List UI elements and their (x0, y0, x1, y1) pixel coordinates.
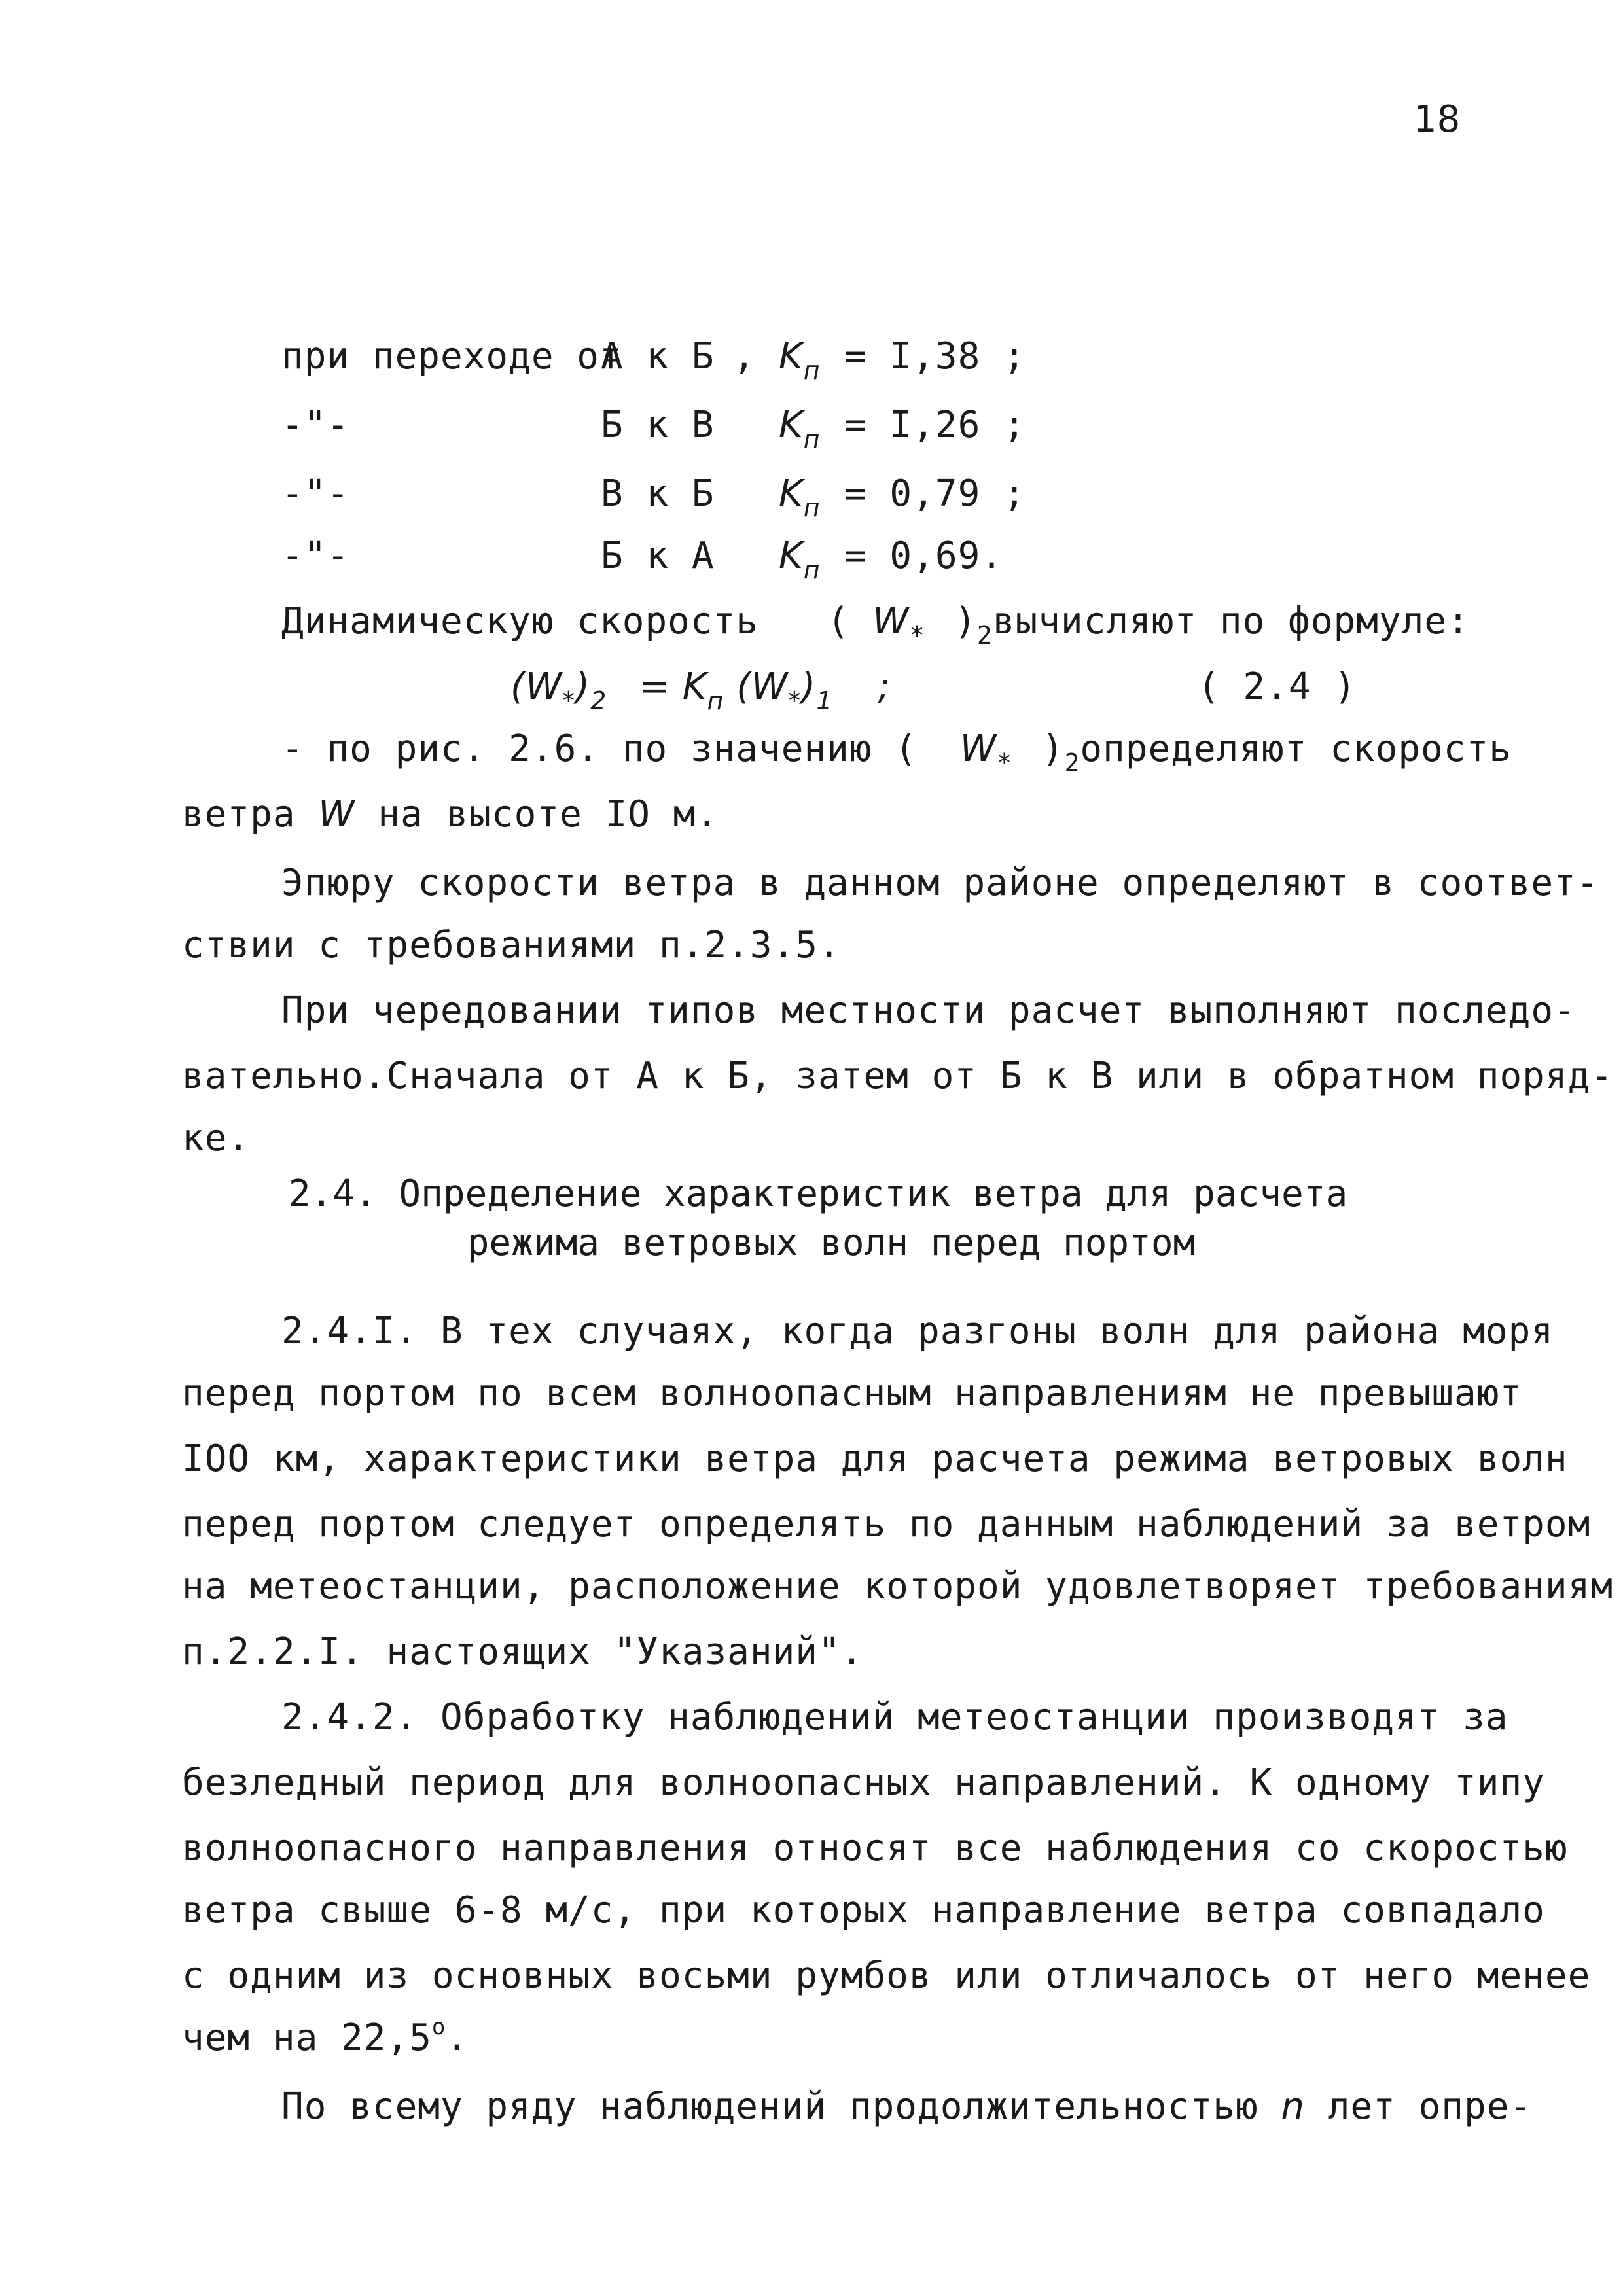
para-epure-line1: Эпюру скорости ветра в данном районе определяют в соответ- (281, 862, 1599, 904)
para-242-line6: чем на 22,5$^o$. (182, 2014, 469, 2059)
para-241-line3: IOO км, характеристики ветра для расчета режима ветровых волн (182, 1438, 1568, 1480)
transition-comma: , (733, 335, 756, 378)
k-value: = I,26 ; (844, 404, 1026, 446)
k-coefficient: $K_п$ (779, 535, 821, 584)
para-242-line2: безледный период для волноопасных направлений. К одному типу (182, 1761, 1545, 1804)
transition-prefix: при переходе от (281, 335, 622, 378)
para-241-line6: п.2.2.I. настоящих "Указаний". (182, 1631, 864, 1673)
para-242-line1: 2.4.2. Обработку наблюдений метеостанции производят за (281, 1696, 1508, 1739)
dyn-speed-line: Динамическую скорость ( $W_*$ )$_2вычисляют$ по формуле: (281, 600, 1470, 650)
formula-2-4: $(W_*)_2 = K_п$ $(W_*)_1$ ; (510, 665, 891, 715)
para-241-line2: перед портом по всем волноопасным направлениям не превышают (182, 1372, 1523, 1415)
para-241-line1: 2.4.I. В тех случаях, когда разгоны волн для района моря (281, 1310, 1554, 1352)
ditto-mark: -"- (281, 472, 350, 515)
k-coefficient: $K_п$ (779, 404, 821, 453)
k-coefficient: $K_п$ (779, 472, 821, 522)
k-coefficient: $K_п$ (779, 335, 821, 385)
para-241-line5: на метеостанции, расположение которой удовлетворяет требованиям (182, 1565, 1614, 1608)
para-last: По всему ряду наблюдений продолжительностью n лет опре- (281, 2085, 1533, 2128)
section-title-line2: режима ветровых волн перед портом (467, 1222, 1196, 1264)
para-242-line3: волноопасного направления относят все наблюдения со скоростью (182, 1827, 1568, 1869)
k-value: = 0,69. (844, 535, 1004, 577)
para-alternation-line2: вательно.Сначала от А к Б, затем от Б к В или в обратном поряд- (182, 1055, 1614, 1097)
transition-from-to: А к Б (601, 335, 715, 378)
transition-from-to: Б к В (601, 404, 715, 446)
transition-from-to: В к Б (601, 472, 715, 515)
transition-from-to: Б к А (601, 535, 715, 577)
para-fig-line2: ветра W на высоте IO м. (182, 793, 719, 836)
para-242-line5: с одним из основных восьми румбов или отличалось от него менее (182, 1954, 1591, 1997)
k-value: = 0,79 ; (844, 472, 1026, 515)
para-241-line4: перед портом следует определять по данным наблюдений за ветром (182, 1503, 1591, 1545)
para-fig-line1: - по рис. 2.6. по значению ( $W_*$ )$_2определяют$ скорость (281, 728, 1512, 777)
ditto-mark: -"- (281, 535, 350, 577)
k-value: = I,38 ; (844, 335, 1026, 378)
section-title-line1: 2.4. Определение характеристик ветра для расчета (288, 1173, 1348, 1215)
para-alternation-line1: При чередовании типов местности расчет выполняют последо- (281, 989, 1577, 1032)
ditto-mark: -"- (281, 404, 350, 446)
para-alternation-line3: ке. (182, 1117, 251, 1159)
para-epure-line2: ствии с требованиями п.2.3.5. (182, 924, 841, 966)
para-242-line4: ветра свыше 6-8 м/с, при которых направление ветра совпадало (182, 1889, 1545, 1932)
formula-number: ( 2.4 ) (1198, 665, 1357, 708)
page-number: 18 (1414, 98, 1461, 141)
